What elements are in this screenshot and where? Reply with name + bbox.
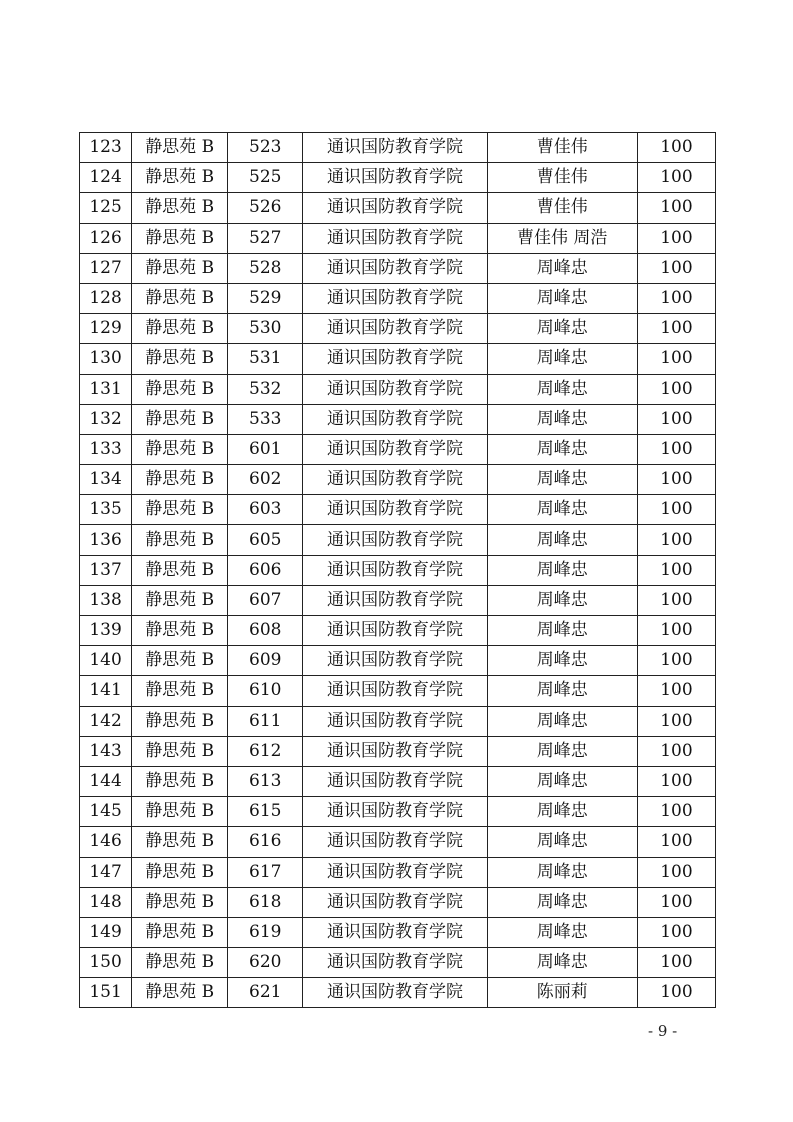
counselor-cell: 周峰忠: [487, 706, 637, 736]
row-number-cell: 143: [80, 736, 132, 766]
row-number-cell: 133: [80, 434, 132, 464]
building-cell: 静思苑 B: [132, 344, 228, 374]
building-cell: 静思苑 B: [132, 404, 228, 434]
table-row: [80, 253, 716, 283]
college-cell: 通识国防教育学院: [303, 525, 487, 555]
row-number-cell: 131: [80, 374, 132, 404]
room-number-cell: 529: [228, 283, 303, 313]
score-cell: 100: [637, 917, 715, 947]
row-number-cell: 132: [80, 404, 132, 434]
building-cell: 静思苑 B: [132, 163, 228, 193]
row-number-cell: 137: [80, 555, 132, 585]
room-number-cell: 530: [228, 314, 303, 344]
college-cell: 通识国防教育学院: [303, 948, 487, 978]
score-cell: 100: [637, 585, 715, 615]
room-number-cell: 605: [228, 525, 303, 555]
room-number-cell: 526: [228, 193, 303, 223]
table-row: [80, 676, 716, 706]
college-cell: 通识国防教育学院: [303, 616, 487, 646]
counselor-cell: 周峰忠: [487, 495, 637, 525]
score-cell: 100: [637, 736, 715, 766]
score-cell: 100: [637, 646, 715, 676]
building-cell: 静思苑 B: [132, 465, 228, 495]
room-number-cell: 617: [228, 857, 303, 887]
score-cell: 100: [637, 495, 715, 525]
room-number-cell: 527: [228, 223, 303, 253]
room-number-cell: 611: [228, 706, 303, 736]
dormitory-table: [79, 132, 716, 1008]
counselor-cell: 曹佳伟: [487, 193, 637, 223]
table-row: [80, 978, 716, 1008]
building-cell: 静思苑 B: [132, 555, 228, 585]
table-row: [80, 133, 716, 163]
table-row: [80, 344, 716, 374]
row-number-cell: 149: [80, 917, 132, 947]
building-cell: 静思苑 B: [132, 314, 228, 344]
table-row: [80, 736, 716, 766]
table-row: [80, 857, 716, 887]
score-cell: 100: [637, 314, 715, 344]
college-cell: 通识国防教育学院: [303, 465, 487, 495]
row-number-cell: 147: [80, 857, 132, 887]
score-cell: 100: [637, 797, 715, 827]
building-cell: 静思苑 B: [132, 253, 228, 283]
counselor-cell: 周峰忠: [487, 887, 637, 917]
room-number-cell: 619: [228, 917, 303, 947]
row-number-cell: 130: [80, 344, 132, 374]
college-cell: 通识国防教育学院: [303, 404, 487, 434]
row-number-cell: 144: [80, 766, 132, 796]
table-row: [80, 283, 716, 313]
counselor-cell: 周峰忠: [487, 344, 637, 374]
table-row: [80, 827, 716, 857]
room-number-cell: 620: [228, 948, 303, 978]
score-cell: 100: [637, 978, 715, 1008]
room-number-cell: 532: [228, 374, 303, 404]
building-cell: 静思苑 B: [132, 133, 228, 163]
row-number-cell: 142: [80, 706, 132, 736]
room-number-cell: 621: [228, 978, 303, 1008]
score-cell: 100: [637, 706, 715, 736]
room-number-cell: 610: [228, 676, 303, 706]
score-cell: 100: [637, 766, 715, 796]
page-number: - 9 -: [648, 1022, 678, 1040]
table-row: [80, 163, 716, 193]
score-cell: 100: [637, 133, 715, 163]
table-row: [80, 887, 716, 917]
counselor-cell: 周峰忠: [487, 404, 637, 434]
college-cell: 通识国防教育学院: [303, 495, 487, 525]
college-cell: 通识国防教育学院: [303, 344, 487, 374]
score-cell: 100: [637, 404, 715, 434]
building-cell: 静思苑 B: [132, 676, 228, 706]
table-row: [80, 706, 716, 736]
counselor-cell: 曹佳伟: [487, 163, 637, 193]
building-cell: 静思苑 B: [132, 857, 228, 887]
table-row: [80, 585, 716, 615]
score-cell: 100: [637, 555, 715, 585]
score-cell: 100: [637, 283, 715, 313]
building-cell: 静思苑 B: [132, 706, 228, 736]
building-cell: 静思苑 B: [132, 585, 228, 615]
counselor-cell: 周峰忠: [487, 736, 637, 766]
counselor-cell: 周峰忠: [487, 616, 637, 646]
college-cell: 通识国防教育学院: [303, 133, 487, 163]
college-cell: 通识国防教育学院: [303, 585, 487, 615]
row-number-cell: 126: [80, 223, 132, 253]
table-row: [80, 555, 716, 585]
counselor-cell: 周峰忠: [487, 525, 637, 555]
row-number-cell: 139: [80, 616, 132, 646]
counselor-cell: 曹佳伟: [487, 133, 637, 163]
room-number-cell: 603: [228, 495, 303, 525]
college-cell: 通识国防教育学院: [303, 857, 487, 887]
college-cell: 通识国防教育学院: [303, 314, 487, 344]
room-number-cell: 531: [228, 344, 303, 374]
score-cell: 100: [637, 434, 715, 464]
row-number-cell: 145: [80, 797, 132, 827]
row-number-cell: 141: [80, 676, 132, 706]
building-cell: 静思苑 B: [132, 495, 228, 525]
room-number-cell: 606: [228, 555, 303, 585]
counselor-cell: 周峰忠: [487, 948, 637, 978]
counselor-cell: 周峰忠: [487, 374, 637, 404]
building-cell: 静思苑 B: [132, 827, 228, 857]
score-cell: 100: [637, 223, 715, 253]
college-cell: 通识国防教育学院: [303, 163, 487, 193]
row-number-cell: 124: [80, 163, 132, 193]
table-row: [80, 465, 716, 495]
score-cell: 100: [637, 163, 715, 193]
building-cell: 静思苑 B: [132, 374, 228, 404]
row-number-cell: 129: [80, 314, 132, 344]
table-row: [80, 374, 716, 404]
room-number-cell: 618: [228, 887, 303, 917]
building-cell: 静思苑 B: [132, 948, 228, 978]
room-number-cell: 523: [228, 133, 303, 163]
table-row: [80, 495, 716, 525]
building-cell: 静思苑 B: [132, 797, 228, 827]
building-cell: 静思苑 B: [132, 193, 228, 223]
row-number-cell: 148: [80, 887, 132, 917]
score-cell: 100: [637, 465, 715, 495]
room-number-cell: 601: [228, 434, 303, 464]
college-cell: 通识国防教育学院: [303, 766, 487, 796]
building-cell: 静思苑 B: [132, 766, 228, 796]
counselor-cell: 周峰忠: [487, 253, 637, 283]
room-number-cell: 613: [228, 766, 303, 796]
building-cell: 静思苑 B: [132, 434, 228, 464]
room-number-cell: 602: [228, 465, 303, 495]
counselor-cell: 周峰忠: [487, 917, 637, 947]
counselor-cell: 曹佳伟 周浩: [487, 223, 637, 253]
room-number-cell: 607: [228, 585, 303, 615]
college-cell: 通识国防教育学院: [303, 374, 487, 404]
college-cell: 通识国防教育学院: [303, 887, 487, 917]
building-cell: 静思苑 B: [132, 283, 228, 313]
table-row: [80, 223, 716, 253]
table-row: [80, 404, 716, 434]
row-number-cell: 151: [80, 978, 132, 1008]
building-cell: 静思苑 B: [132, 525, 228, 555]
table-row: [80, 646, 716, 676]
counselor-cell: 周峰忠: [487, 465, 637, 495]
row-number-cell: 127: [80, 253, 132, 283]
college-cell: 通识国防教育学院: [303, 646, 487, 676]
room-number-cell: 615: [228, 797, 303, 827]
counselor-cell: 周峰忠: [487, 766, 637, 796]
score-cell: 100: [637, 344, 715, 374]
counselor-cell: 周峰忠: [487, 857, 637, 887]
row-number-cell: 135: [80, 495, 132, 525]
building-cell: 静思苑 B: [132, 978, 228, 1008]
table-row: [80, 314, 716, 344]
table-row: [80, 766, 716, 796]
score-cell: 100: [637, 887, 715, 917]
room-number-cell: 533: [228, 404, 303, 434]
row-number-cell: 146: [80, 827, 132, 857]
college-cell: 通识国防教育学院: [303, 706, 487, 736]
college-cell: 通识国防教育学院: [303, 978, 487, 1008]
building-cell: 静思苑 B: [132, 917, 228, 947]
row-number-cell: 128: [80, 283, 132, 313]
college-cell: 通识国防教育学院: [303, 736, 487, 766]
building-cell: 静思苑 B: [132, 616, 228, 646]
counselor-cell: 周峰忠: [487, 314, 637, 344]
room-number-cell: 609: [228, 646, 303, 676]
college-cell: 通识国防教育学院: [303, 434, 487, 464]
score-cell: 100: [637, 616, 715, 646]
score-cell: 100: [637, 676, 715, 706]
college-cell: 通识国防教育学院: [303, 555, 487, 585]
counselor-cell: 周峰忠: [487, 827, 637, 857]
row-number-cell: 123: [80, 133, 132, 163]
row-number-cell: 125: [80, 193, 132, 223]
building-cell: 静思苑 B: [132, 736, 228, 766]
counselor-cell: 陈丽莉: [487, 978, 637, 1008]
counselor-cell: 周峰忠: [487, 585, 637, 615]
building-cell: 静思苑 B: [132, 223, 228, 253]
room-number-cell: 528: [228, 253, 303, 283]
college-cell: 通识国防教育学院: [303, 193, 487, 223]
table-row: [80, 434, 716, 464]
counselor-cell: 周峰忠: [487, 797, 637, 827]
counselor-cell: 周峰忠: [487, 434, 637, 464]
building-cell: 静思苑 B: [132, 646, 228, 676]
score-cell: 100: [637, 857, 715, 887]
building-cell: 静思苑 B: [132, 887, 228, 917]
table-row: [80, 797, 716, 827]
table-row: [80, 616, 716, 646]
counselor-cell: 周峰忠: [487, 283, 637, 313]
counselor-cell: 周峰忠: [487, 676, 637, 706]
college-cell: 通识国防教育学院: [303, 827, 487, 857]
room-number-cell: 612: [228, 736, 303, 766]
row-number-cell: 136: [80, 525, 132, 555]
room-number-cell: 616: [228, 827, 303, 857]
room-number-cell: 608: [228, 616, 303, 646]
college-cell: 通识国防教育学院: [303, 676, 487, 706]
table-row: [80, 525, 716, 555]
score-cell: 100: [637, 525, 715, 555]
college-cell: 通识国防教育学院: [303, 797, 487, 827]
college-cell: 通识国防教育学院: [303, 283, 487, 313]
row-number-cell: 138: [80, 585, 132, 615]
score-cell: 100: [637, 374, 715, 404]
college-cell: 通识国防教育学院: [303, 917, 487, 947]
counselor-cell: 周峰忠: [487, 646, 637, 676]
row-number-cell: 150: [80, 948, 132, 978]
table-row: [80, 948, 716, 978]
table-row: [80, 193, 716, 223]
score-cell: 100: [637, 827, 715, 857]
room-number-cell: 525: [228, 163, 303, 193]
college-cell: 通识国防教育学院: [303, 223, 487, 253]
row-number-cell: 140: [80, 646, 132, 676]
score-cell: 100: [637, 948, 715, 978]
college-cell: 通识国防教育学院: [303, 253, 487, 283]
table-body: [80, 133, 716, 1008]
counselor-cell: 周峰忠: [487, 555, 637, 585]
score-cell: 100: [637, 253, 715, 283]
row-number-cell: 134: [80, 465, 132, 495]
table-row: [80, 917, 716, 947]
score-cell: 100: [637, 193, 715, 223]
